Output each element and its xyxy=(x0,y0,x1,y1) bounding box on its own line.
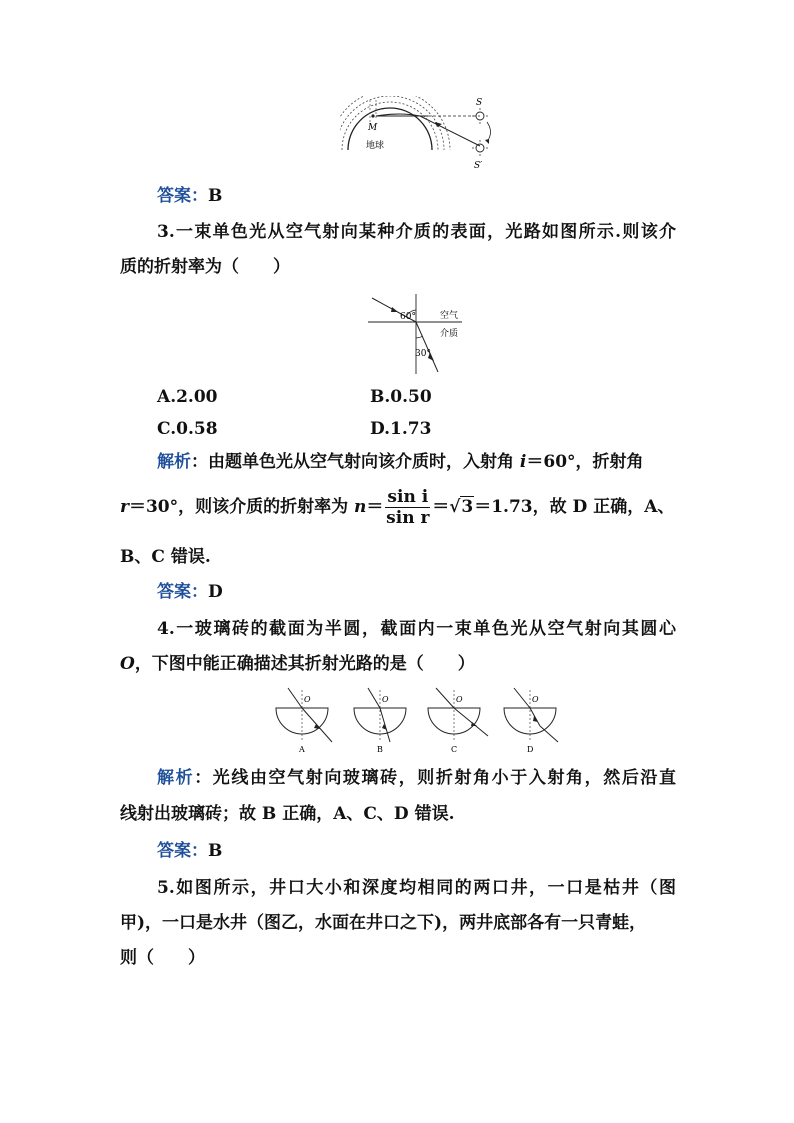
q3-analysis-line3: B、C 错误. xyxy=(120,547,211,567)
q3-answer xyxy=(157,581,713,603)
answer-value: B xyxy=(208,186,223,206)
q4-answer xyxy=(157,840,713,862)
figure-d xyxy=(504,688,558,754)
q3-stem-line2: 质的折射率为（ ） xyxy=(120,257,290,277)
sqrt-radicand: 3 xyxy=(461,497,474,517)
center-o-c: O xyxy=(456,695,463,704)
angle-bottom: 30° xyxy=(415,349,431,359)
analysis-text: ＝30°，则该介质的折射率为 xyxy=(128,497,355,517)
center-o-b: O xyxy=(382,695,389,704)
answer-label: 答案： xyxy=(157,186,208,206)
label-s: S xyxy=(476,98,483,108)
figure-label-a: A xyxy=(299,745,305,754)
q4-analysis-line1 xyxy=(157,767,676,789)
option-a: A.2.00 xyxy=(157,387,218,407)
center-o-d: O xyxy=(532,695,539,704)
figure-label-d: D xyxy=(527,745,534,754)
equals-sign: ＝ xyxy=(366,497,384,517)
answer-value: D xyxy=(208,582,223,602)
label-earth: 地球 xyxy=(366,141,385,151)
answer-value: B xyxy=(208,841,223,861)
var-n: n xyxy=(354,497,367,517)
label-m: M xyxy=(368,123,378,133)
fraction xyxy=(385,487,430,528)
figure-label-b: B xyxy=(377,745,383,754)
label-s-prime: S′ xyxy=(474,161,483,171)
analysis-label: 解析 xyxy=(157,452,191,472)
fraction-denominator: sin r xyxy=(386,508,430,528)
fraction-numerator: sin i xyxy=(387,487,429,507)
equals-sign: ＝ xyxy=(432,497,450,517)
figure-b xyxy=(354,688,406,754)
answer-label: 答案： xyxy=(157,582,208,602)
var-o: O xyxy=(120,654,135,674)
q2-answer xyxy=(157,185,713,207)
label-medium: 介质 xyxy=(440,329,459,339)
refraction-figure xyxy=(368,294,468,376)
option-c: C.0.58 xyxy=(157,419,218,439)
label-air: 空气 xyxy=(440,311,459,321)
var-i: i xyxy=(519,452,527,472)
var-r: r xyxy=(120,497,129,517)
q4-stem-line2 xyxy=(120,653,676,675)
figure-a xyxy=(276,688,332,754)
analysis-label: 解析 xyxy=(157,768,195,788)
option-d: D.1.73 xyxy=(370,419,432,439)
q3-analysis-line2 xyxy=(120,484,676,530)
q4-stem-line1: 4.一玻璃砖的截面为半圆，截面内一束单色光从空气射向其圆心 xyxy=(157,619,676,639)
q5-stem-line2: 甲)，一口是水井（图乙，水面在井口之下)，两井底部各有一只青蛙， xyxy=(120,913,647,933)
stem-text: ，下图中能正确描述其折射光路的是（ ） xyxy=(134,654,475,674)
option-b: B.0.50 xyxy=(370,387,432,407)
q4-analysis-line2: 线射出玻璃砖；故 B 正确，A、C、D 错误. xyxy=(120,804,455,824)
sqrt: √3 xyxy=(449,497,474,517)
figure-label-c: C xyxy=(451,745,458,754)
figure-c xyxy=(428,688,488,754)
semicircle-figures xyxy=(272,686,562,756)
q5-stem-line1: 5.如图所示，井口大小和深度均相同的两口井，一口是枯井（图 xyxy=(157,878,676,898)
analysis-text: ：由题单色光从空气射向该介质时，入射角 xyxy=(191,452,520,472)
angle-top: 60° xyxy=(400,312,416,322)
q3-stem-line1: 3.一束单色光从空气射向某种介质的表面，光路如图所示.则该介 xyxy=(157,222,676,242)
q3-analysis-line1 xyxy=(157,451,713,473)
analysis-text: ：光线由空气射向玻璃砖，则折射角小于入射角，然后沿直 xyxy=(194,768,677,788)
answer-label: 答案： xyxy=(157,841,208,861)
analysis-text: ＝1.73，故 D 正确，A、 xyxy=(474,497,675,517)
center-o-a: O xyxy=(304,695,311,704)
earth-refraction-figure xyxy=(340,96,500,172)
q5-stem-line3: 则（ ） xyxy=(120,948,205,968)
analysis-text: ＝60°，折射角 xyxy=(526,452,644,472)
